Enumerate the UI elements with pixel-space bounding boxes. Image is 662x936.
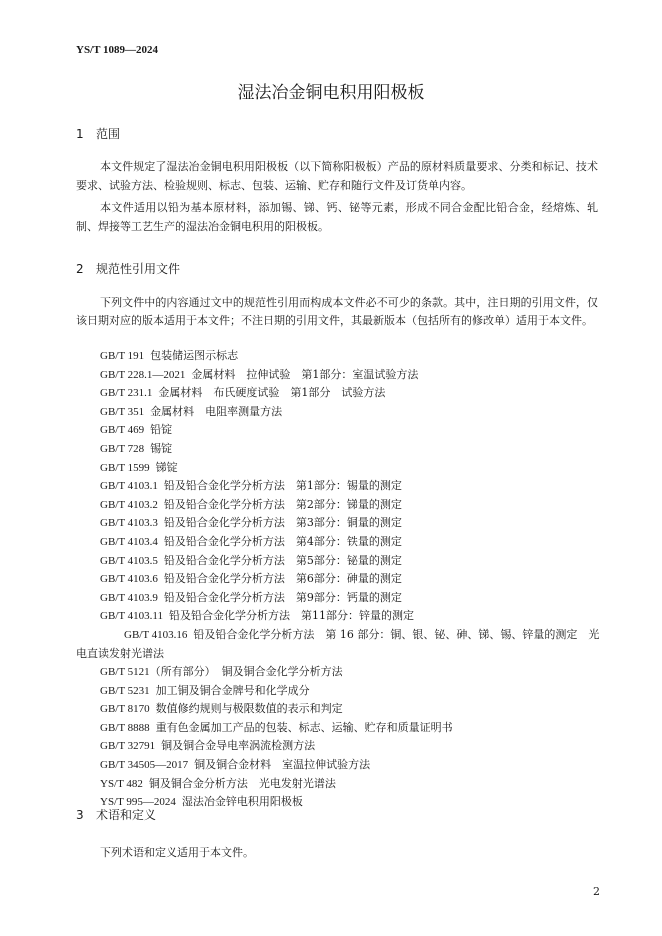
reference-title: 湿法冶金锌电积用阳极板 (181, 795, 303, 809)
reference-title: 铅及铅合金化学分析方法 第5部分：铋量的测定 (163, 553, 402, 567)
page-number: 2 (593, 885, 600, 898)
section-1-heading (76, 125, 120, 142)
reference-title: 铅及铅合金化学分析方法 第3部分：铜量的测定 (163, 516, 402, 530)
reference-code: GB/T 5121（所有部分） (100, 666, 216, 679)
reference-title: 包装储运图示标志 (150, 349, 239, 362)
reference-item (76, 477, 606, 496)
reference-item (76, 421, 606, 440)
section-number: 2 (76, 262, 84, 276)
reference-code: GB/T 228.1—2021 (100, 368, 186, 381)
reference-item (76, 459, 606, 478)
scope-paragraph-2: 本文件适用以铅为基本原材料，添加锡、锑、钙、铋等元素，形成不同合金配比铅合金，经熔炼、轧制、焊接等工艺生产的湿法冶金铜电积用的阳极板。 (76, 201, 598, 233)
reference-item (76, 626, 606, 663)
reference-code: GB/T 4103.1 (100, 480, 158, 493)
reference-list (76, 347, 606, 812)
section-title: 术语和定义 (96, 808, 157, 822)
reference-item (76, 366, 606, 385)
reference-code: GB/T 4103.6 (100, 573, 158, 586)
document-title: 湿法冶金铜电积用阳极板 (237, 83, 425, 103)
reference-item (76, 607, 606, 626)
reference-title: 金属材料 电阻率测量方法 (150, 404, 283, 418)
reference-item (76, 514, 606, 533)
reference-item (76, 347, 606, 366)
reference-item (76, 663, 606, 682)
reference-title: 金属材料 布氏硬度试验 第1部分 试验方法 (158, 386, 386, 400)
reference-title: 铅及铅合金化学分析方法 第11部分：锌量的测定 (168, 609, 414, 623)
reference-code: GB/T 728 (100, 442, 145, 455)
reference-item (76, 756, 606, 775)
terms-intro: 下列术语和定义适用于本文件。 (100, 846, 254, 859)
reference-title: 重有色金属加工产品的包装、标志、运输、贮存和质量证明书 (155, 720, 453, 734)
reference-item (76, 533, 606, 552)
reference-code: GB/T 4103.4 (100, 535, 158, 548)
reference-item (76, 552, 606, 571)
reference-item (76, 719, 606, 738)
section-number: 1 (76, 127, 84, 141)
section-3-heading (76, 806, 156, 823)
reference-title: 铜及铜合金化学分析方法 (221, 665, 343, 679)
reference-code: GB/T 8888 (100, 721, 150, 734)
reference-item (76, 682, 606, 701)
reference-title: 铅及铅合金化学分析方法 第 16 部分：铜、银、铋、砷、锑、锡、锌量的测定 光电直读发射光谱法 (76, 627, 600, 660)
reference-item (76, 589, 606, 608)
reference-code: GB/T 34505—2017 (100, 759, 189, 772)
reference-code: GB/T 231.1 (100, 387, 153, 400)
reference-item (76, 496, 606, 515)
reference-title: 金属材料 拉伸试验 第1部分：室温试验方法 (191, 367, 419, 381)
reference-code: GB/T 4103.5 (100, 554, 158, 567)
reference-item (76, 737, 606, 756)
reference-item (76, 384, 606, 403)
reference-item (76, 570, 606, 589)
reference-item (76, 403, 606, 422)
reference-code: GB/T 32791 (100, 740, 156, 753)
section-number: 3 (76, 808, 84, 822)
reference-item (76, 775, 606, 794)
reference-title: 加工铜及铜合金牌号和化学成分 (155, 683, 310, 697)
reference-code: GB/T 351 (100, 405, 145, 418)
section-2-heading (76, 260, 180, 277)
reference-item (76, 700, 606, 719)
reference-item (76, 440, 606, 459)
reference-code: GB/T 191 (100, 350, 145, 362)
reference-title: 铅锭 (150, 423, 173, 437)
reference-code: YS/T 482 (100, 777, 143, 790)
reference-title: 铅及铅合金化学分析方法 第9部分：钙量的测定 (163, 590, 402, 604)
reference-code: GB/T 4103.3 (100, 517, 158, 530)
reference-code: GB/T 8170 (100, 703, 150, 716)
reference-title: 铅及铅合金化学分析方法 第1部分：锡量的测定 (163, 479, 402, 493)
section-title: 范围 (96, 127, 121, 141)
reference-title: 锡锭 (150, 441, 173, 455)
reference-title: 铅及铅合金化学分析方法 第4部分：铁量的测定 (163, 534, 402, 548)
reference-title: 铜及铜合金分析方法 光电发射光谱法 (148, 776, 336, 790)
reference-code: YS/T 995—2024 (100, 796, 176, 809)
reference-title: 数值修约规则与极限数值的表示和判定 (155, 702, 343, 716)
reference-title: 铅及铅合金化学分析方法 第6部分：砷量的测定 (163, 572, 402, 586)
document-code-header: YS/T 1089—2024 (76, 44, 159, 56)
reference-title: 锑锭 (155, 460, 178, 474)
reference-title: 铜及铜合金材料 室温拉伸试验方法 (194, 758, 371, 772)
reference-title: 铜及铜合金导电率涡流检测方法 (161, 739, 316, 753)
reference-code: GB/T 469 (100, 424, 145, 437)
reference-code: GB/T 4103.9 (100, 591, 158, 604)
reference-code: GB/T 1599 (100, 461, 150, 474)
section-title: 规范性引用文件 (96, 262, 181, 276)
scope-paragraph-1: 本文件规定了湿法冶金铜电积用阳极板（以下简称阳极板）产品的原材料质量要求、分类和标记、技术要求、试验方法、检验规则、标志、包装、运输、贮存和随行文件及订货单内容。 (76, 160, 598, 192)
reference-code: GB/T 4103.2 (100, 498, 158, 511)
reference-code: GB/T 5231 (100, 684, 150, 697)
normative-intro: 下列文件中的内容通过文中的规范性引用而构成本文件必不可少的条款。其中，注日期的引用文件，仅该日期对应的版本适用于本文件；不注日期的引用文件，其最新版本（包括所有的修改单）适用于本文件。 (76, 296, 598, 327)
reference-code: GB/T 4103.16 (124, 628, 188, 641)
reference-code: GB/T 4103.11 (100, 610, 163, 623)
reference-title: 铅及铅合金化学分析方法 第2部分：锑量的测定 (163, 497, 402, 511)
